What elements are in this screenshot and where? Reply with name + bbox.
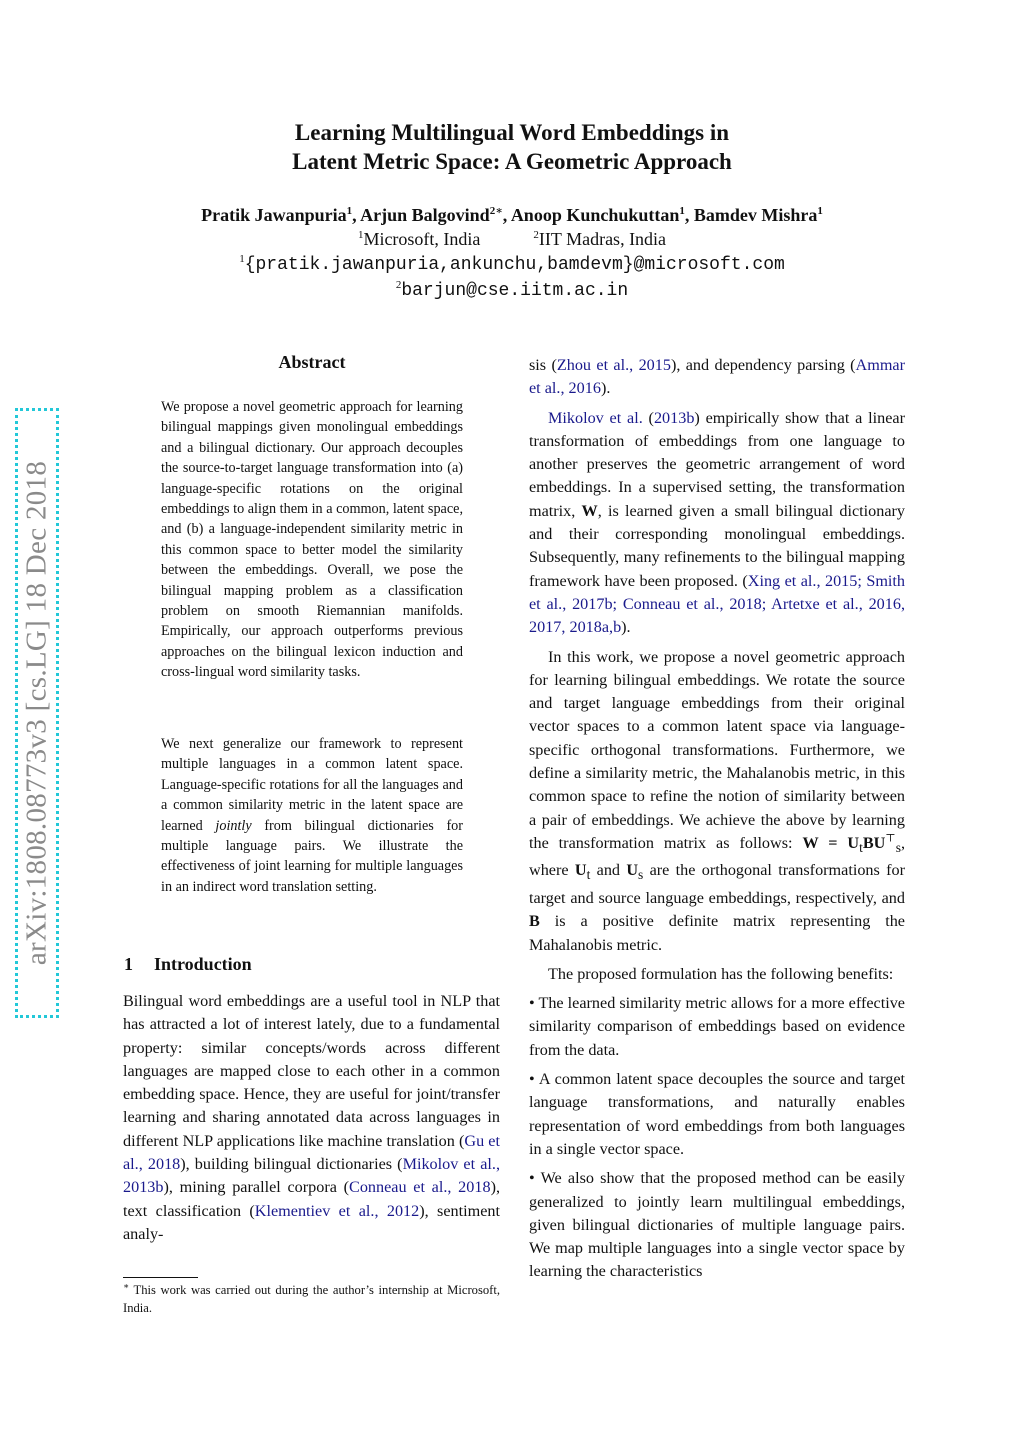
math-sub: t [586,867,591,883]
intro-right-column [529,354,905,1284]
paper-title [0,118,1024,176]
author-names: Pratik Jawanpuria$^1$, Arjun Balgovind$^{2∗}$, Anoop Kunchukuttan$^1$, Bamdev Mishra$^1$ [201,205,823,225]
math-sub: t [859,840,863,856]
author-2: Arjun Balgovind [360,205,490,225]
author-4: Bamdev Mishra [693,205,818,225]
text: ). [600,379,611,398]
abstract-p2-text-end: from bilingual dictionaries for multiple language pairs. We illustrate the effectiveness of joint learning for multiple languages in an indirect word translation setting. [161,817,464,895]
author-4-sup: 1 [817,205,823,217]
text: , where [529,833,906,880]
abstract-paragraph-2 [161,734,463,897]
footnote [123,1281,500,1317]
bullet-mark: • [529,994,535,1013]
abstract-heading: Abstract [278,352,346,372]
math-sup: ⊤ [885,832,896,845]
email-2-sup: 2 [395,279,402,291]
email-line-1 [0,251,1024,277]
text: ) empirically show that a linear transformation of embeddings from one language to another preserves the geometric arrangement of word embeddings. In a supervised setting, the transformation matrix, [529,408,905,520]
text: ). [621,618,631,637]
email-1-sup: 1 [239,253,245,265]
text: ), text classification ( [123,1178,500,1220]
author-3: Anoop Kunchukuttan [510,205,680,225]
citation-mikolov[interactable]: Mikolov et al. [548,408,643,427]
text: ), mining parallel corpora ( [163,1178,350,1197]
intro-paragraph-1 [123,990,500,1246]
text: Bilingual word embeddings are a useful tool in NLP that has attracted a lot of interest lately, due to a fundamental property: similar concepts/words across different languages are mapped close to each other in a common embedding space. Hence, they are useful for joint/transfer learning and sharing annotated data across languages in different NLP applications like machine translation ( [123,992,500,1150]
affiliations [0,227,1024,251]
text: , is learned given a small bilingual dictionary and their corresponding monolingual embeddings. Subsequently, many refinements to the bilingual mapping framework have been proposed. ( [529,501,905,590]
abstract-p2-text: We next generalize our framework to represent multiple languages in a common latent space. Language-specific rotations for all the languages and a common similarity metric in the latent space are learned [161,736,463,834]
text: ), sentiment analy- [123,1201,500,1243]
section-number: 1 [124,954,133,974]
email-2: barjun@cse.iitm.ac.in [401,281,629,301]
intro-paragraph-4: The proposed formulation has the following benefits: [548,964,894,983]
text: In this work, we propose a novel geometric approach for learning bilingual embeddings. We rotate the source and target language embeddings from their original vector spaces to a common latent space via language-specific orthogonal transformations. Furthermore, we define a similarity metric, the Mahalanobis metric, in this common space to refine the notion of similarity between a pair of embeddings. We achieve the above by learning the transformation matrix as follows: [529,647,905,852]
bullet-text: The learned similarity metric allows for a more effective similarity comparison of embeddings based on evidence from the data. [529,994,905,1059]
bullet-mark: • [529,1169,535,1188]
citation-gu-2018[interactable]: Gu et al., 2018 [123,1131,500,1174]
affiliation-2: IIT Madras, India [538,229,667,249]
text: ), and dependency parsing ( [670,356,856,374]
intro-continued [529,354,905,401]
author-block [0,203,1024,303]
title-line-2: Latent Metric Space: A Geometric Approach [292,149,732,174]
intro-left-column [123,990,500,1246]
footnote-rule [123,1277,198,1278]
benefit-bullet-3 [529,1167,905,1283]
text: is a positive definite matrix representing the Mahalanobis metric. [529,912,905,954]
aff-2-sup: 2 [533,229,539,241]
math-sub: s [638,867,644,883]
citation-mikolov-2013b[interactable]: Mikolov et al., 2013b [123,1155,500,1197]
citation-zhou-2015[interactable]: Zhou et al., 2015 [556,356,671,374]
abstract-p2-emphasis: jointly [215,817,252,834]
text: ( [642,408,654,427]
title-line-1: Learning Multilingual Word Embeddings in [294,120,730,145]
author-3-sup: 1 [679,205,685,217]
arxiv-stamp-text: arXiv:1808.08773v3 [cs.LG] 18 Dec 2018 [20,460,53,966]
text: and [590,861,627,880]
benefit-bullet-1 [529,992,905,1062]
math-Ut: U [574,861,587,880]
arxiv-stamp [15,408,59,1018]
intro-paragraph-3 [529,646,905,957]
math-BU: BU [862,833,886,852]
author-2-sup: 2∗ [489,205,503,217]
text: sis ( [529,356,557,374]
intro-paragraph-2 [529,407,905,640]
section-heading [124,954,252,975]
citation-2013b[interactable]: 2013b [653,408,695,427]
abstract-paragraph-1: We propose a novel geometric approach for learning bilingual mappings given monolingual embeddings and a bilingual dictionary. Our approach decouples the source-to-target language transformation into (a) language-specific rotations on the original embeddings to align them in a common, latent space, and (b) a language-independent similarity metric in this common space to better model the similarity between the embeddings. Overall, we pose the bilingual mapping problem as a classification problem on smooth Riemannian manifolds. Empirically, our approach outperforms previous approaches on the bilingual lexicon induction and cross-lingual word similarity tasks. [161,399,463,681]
citation-conneau-2018[interactable]: Conneau et al., 2018 [349,1178,491,1197]
footnote-text: This work was carried out during the author’s internship at Microsoft, India. [123,1283,500,1315]
author-1-sup: 1 [346,205,353,217]
aff-1-sup: 1 [357,229,364,241]
citation-klementiev-2012[interactable]: Klementiev et al., 2012 [254,1201,420,1220]
math-sub: s [895,840,901,856]
email-line-2 [0,277,1024,303]
email-1: {pratik.jawanpuria,ankunchu,bamdevm}@microsoft.com [244,255,785,275]
math-W-eq: W = U [802,833,860,852]
bullet-mark: • [529,1070,535,1089]
math-W: W [581,501,598,520]
math-Us: U [626,861,639,880]
citation-refinements[interactable]: Xing et al., 2015; Smith et al., 2017b; Conneau et al., 2018; Artetxe et al., 2016, 2017, 2018a,b [529,571,906,637]
citation-ammar-2016[interactable]: Ammar et al., 2016 [529,356,905,398]
footnote-mark: ∗ [123,1280,130,1291]
text: are the orthogonal transformations for target and source language embeddings, respectively, and [529,861,905,907]
benefit-bullet-2 [529,1068,905,1161]
math-B: B [529,912,540,931]
text: ), building bilingual dictionaries ( [180,1155,403,1174]
bullet-text: We also show that the proposed method can be easily generalized to jointly learn multilingual embeddings, given bilingual dictionaries of multiple language pairs. We map multiple languages into a single vector space by learning the characteristics [529,1169,905,1281]
author-1: Pratik Jawanpuria [201,205,347,225]
bullet-text: A common latent space decouples the source and target language transformations, and naturally enables representation of word embeddings from both languages in a single vector space. [529,1070,906,1158]
affiliation-1: Microsoft, India [363,229,481,249]
section-title: Introduction [154,954,252,974]
